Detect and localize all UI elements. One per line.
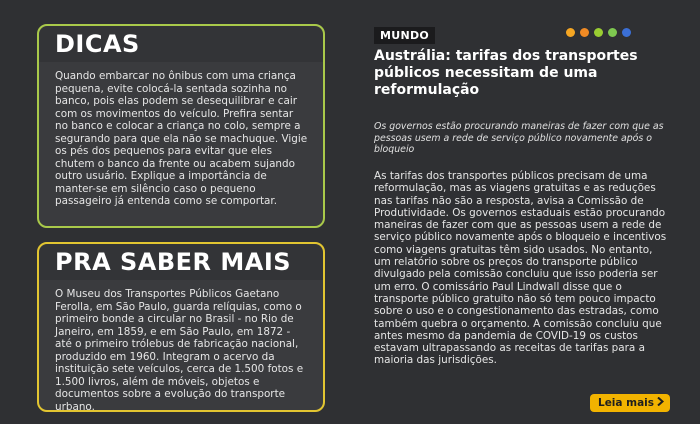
article-headline[interactable]: Austrália: tarifas dos transportes públicos necessitam de uma reformulação	[374, 48, 638, 98]
saber-title: PRA SABER MAIS	[55, 248, 292, 276]
saber-text: O Museu dos Transportes Públicos Gaetano Ferolla, em São Paulo, guarda relíquias, como o primeiro bonde a circular no Brasil - no Rio de Janeiro, em 1859, e em São Paulo, em 1872 - até o primeiro trólebus de fabricação nacional, produzido em 1960. Integram o acervo da instituição sete veículos, cerca de 1.500 fotos e 1.500 livros, além de móveis, objetos e documentos sobre a evolução do transporte urbano.	[55, 288, 304, 413]
dicas-title: DICAS	[55, 30, 140, 58]
dot-icon	[608, 28, 617, 37]
dot-icon	[622, 28, 631, 37]
color-dots	[566, 28, 631, 37]
dot-icon	[580, 28, 589, 37]
dicas-header	[39, 26, 323, 62]
dicas-text: Quando embarcar no ônibus com uma criança pequena, evite colocá-la sentada sozinha no banco, pois elas podem se desequilibrar e cair com os movimentos do veículo. Prefira sentar no banco e colocar a criança no colo, sempre a segurando para que ela não se machuque. Vigie os pés dos pequenos para evitar que eles chutem o banco da frente ou acabem sujando outro usuário. Explique a importância de manter-se em silêncio caso o pequeno passageiro já entenda como se comportar.	[55, 70, 308, 207]
article-lede: Os governos estão procurando maneiras de fazer com que as pessoas usem a rede de serviço público novamente após o bloqueio	[374, 121, 664, 155]
saber-card	[37, 242, 325, 412]
dot-icon	[594, 28, 603, 37]
chevron-right-icon	[657, 397, 664, 409]
section-badge[interactable]: MUNDO	[374, 27, 435, 44]
read-more-label: Leia mais	[598, 397, 655, 409]
saber-header	[39, 244, 323, 280]
dicas-card	[37, 24, 325, 228]
dot-icon	[566, 28, 575, 37]
article-body: As tarifas dos transportes públicos precisam de uma reformulação, mas as viagens gratuitas e as reduções nas tarifas não são a resposta, avisa a Comissão de Produtividade. Os governos estaduais estão procurando maneiras de fazer com que as pessoas usem a rede de serviço público novamente após o bloqueio e incentivos como viagens gratuitas têm sido usados. No entanto, um relatório sobre os preços do transporte público divulgado pela comissão concluiu que isso poderia ser um erro. O comissário Paul Lindwall disse que o transporte público gratuito não só tem pouco impacto sobre o uso e o congestionamento das estradas, como também quebra o orçamento. A comissão concluiu que antes mesmo da pandemia de COVID-19 os custos estavam ultrapassando as receitas de tarifas para a maioria das jurisdições.	[374, 170, 667, 367]
read-more-button[interactable]	[590, 394, 670, 412]
